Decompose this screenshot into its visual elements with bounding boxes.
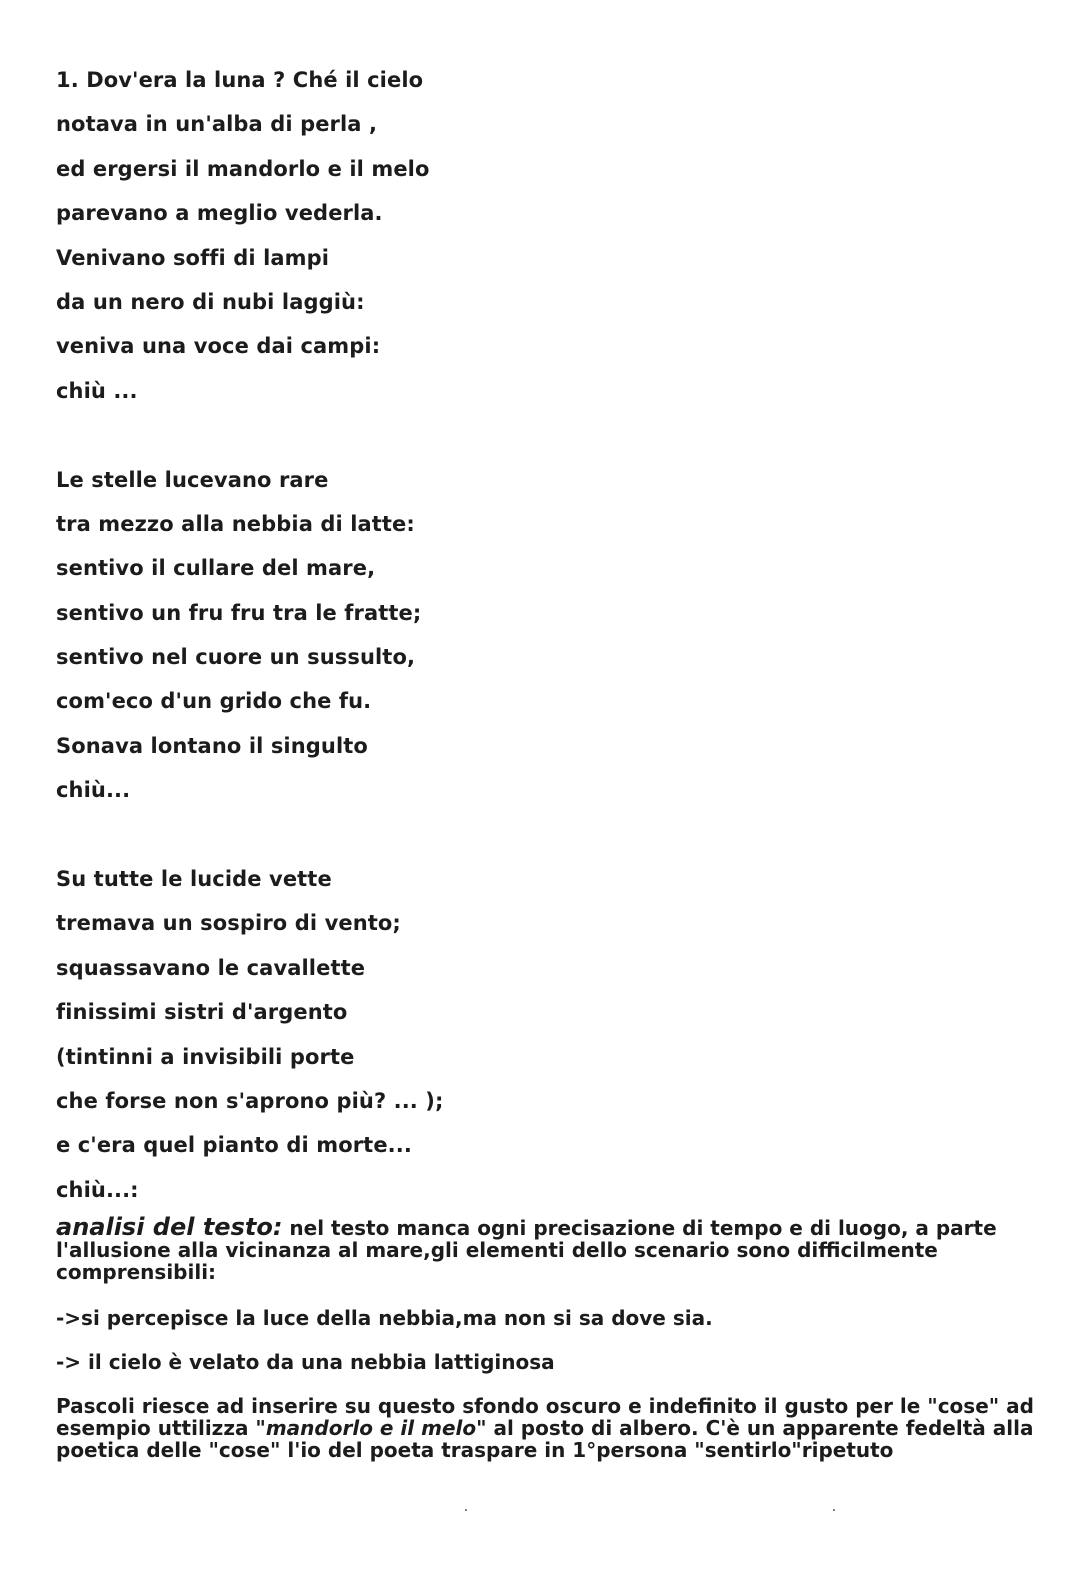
stanza-1 bbox=[56, 58, 756, 413]
poem-line: sentivo un fru fru tra le fratte; bbox=[56, 600, 422, 625]
poem-line: veniva una voce dai campi: bbox=[56, 334, 381, 359]
poem-line: com'eco d'un grido che fu. bbox=[56, 689, 372, 714]
stanza-divider bbox=[56, 813, 756, 857]
poem-line: da un nero di nubi laggiù: bbox=[56, 289, 365, 314]
poem-line: sentivo il cullare del mare, bbox=[56, 556, 376, 581]
poem-line: tremava un sospiro di vento; bbox=[56, 911, 401, 936]
poem-line: parevano a meglio vederla. bbox=[56, 201, 383, 226]
poem-line: Le stelle lucevano rare bbox=[56, 467, 329, 492]
stanza-divider bbox=[56, 413, 756, 457]
poem-line: chiù ... bbox=[56, 378, 138, 403]
scan-speck bbox=[465, 1509, 467, 1511]
poem-line: chiù... bbox=[56, 778, 131, 803]
poem-line: e c'era quel pianto di morte... bbox=[56, 1133, 412, 1158]
poem-line: Venivano soffi di lampi bbox=[56, 245, 330, 270]
analysis-closing-paragraph bbox=[56, 1395, 1036, 1461]
stanza-3 bbox=[56, 857, 756, 1212]
poem-line: 1. Dov'era la luna ? Ché il cielo bbox=[56, 68, 424, 92]
text-analysis bbox=[56, 1213, 1036, 1462]
analysis-point-2: -> il cielo è velato da una nebbia lattiginosa bbox=[56, 1350, 555, 1374]
closing-emphasis: mandorlo e il melo bbox=[265, 1416, 477, 1440]
analysis-heading: analisi del testo: bbox=[56, 1213, 283, 1241]
poem-line: squassavano le cavallette bbox=[56, 955, 366, 980]
poem-line: Sonava lontano il singulto bbox=[56, 733, 368, 758]
poem-line: finissimi sistri d'argento bbox=[56, 1000, 348, 1025]
poem-line: Su tutte le lucide vette bbox=[56, 867, 332, 892]
poem-line: tra mezzo alla nebbia di latte: bbox=[56, 511, 415, 536]
poem-line: (tintinni a invisibili porte bbox=[56, 1044, 355, 1069]
analysis-intro-text: nel testo manca ogni precisazione di tempo e di luogo, a parte l'allusione alla vicinanza al mare,gli elementi dello scenario sono difficilmente comprensibili: bbox=[56, 1216, 997, 1284]
poem-line: notava in un'alba di perla , bbox=[56, 112, 378, 137]
poem bbox=[56, 58, 756, 1212]
scan-speck bbox=[833, 1509, 835, 1511]
poem-line: che forse non s'aprono più? ... ); bbox=[56, 1088, 444, 1113]
stanza-2 bbox=[56, 458, 756, 813]
poem-line: ed ergersi il mandorlo e il melo bbox=[56, 156, 430, 181]
poem-line: sentivo nel cuore un sussulto, bbox=[56, 645, 416, 670]
closing-text-part-1: Pascoli riesce ad inserire su questo sfondo oscuro e indefinito il gusto per le "cose" ad esempio uttilizza " bbox=[56, 1394, 1034, 1440]
analysis-point-1: ->si percepisce la luce della nebbia,ma non si sa dove sia. bbox=[56, 1306, 713, 1330]
closing-text-part-2: " al posto di albero. C'è un apparente fedeltà alla poetica delle "cose" l'io del poeta traspare in 1°persona "sentirlo"ripetuto bbox=[56, 1416, 1034, 1462]
poem-line: chiù...: bbox=[56, 1177, 139, 1202]
analysis-intro-paragraph bbox=[56, 1213, 1036, 1284]
